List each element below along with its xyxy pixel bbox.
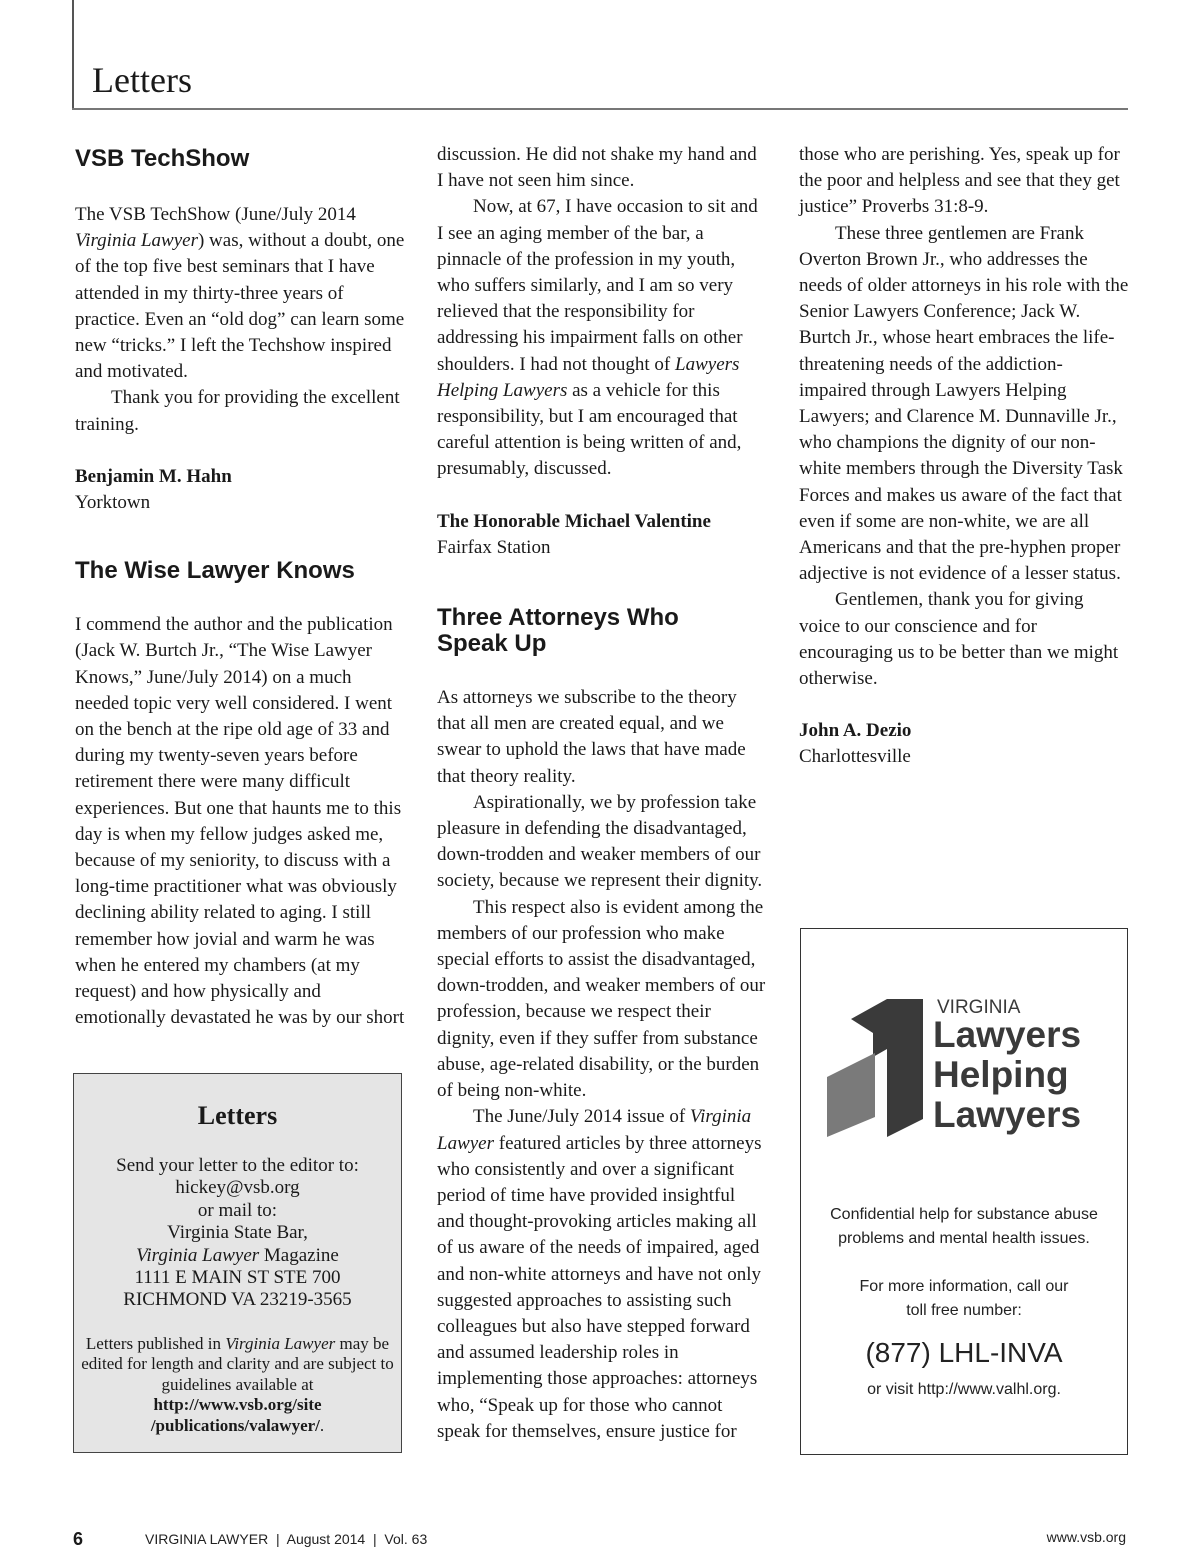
lhl-logo-lower-block	[827, 1053, 875, 1137]
three-attorneys-paragraph-3: This respect also is evident among the members of our profession who make special efforts to assist the disadvantaged, down-trodden, and weaker members of our profession, because we respect their dignity, even if they suffer from substance abuse, age-related disability, or the burden of being non-white.	[437, 896, 766, 1102]
letters-box-note: Letters published in Virginia Lawyer may be edited for length and clarity and are subject to guidelines available at http://www.vsb.org/site /publications/valawyer/.	[81, 1333, 394, 1435]
wise-lawyer-signer: The Honorable Michael Valentine	[437, 510, 711, 532]
techshow-paragraph-2: Thank you for providing the excellent training.	[75, 387, 400, 435]
letters-box-or-mail: or mail to:	[197, 1199, 278, 1221]
header-vertical-rule	[72, 0, 74, 110]
letters-info-box	[73, 1073, 402, 1453]
three-attorneys-paragraph-5: These three gentlemen are Frank Overton Brown Jr., who addresses the needs of older attorneys in his role with the Senior Lawyers Conference; Jack W. Burtch Jr., whose heart embraces the life-threatening needs of the addiction-impaired through Lawyers Helping Lawyers; and Clarence M. Dunnaville Jr., who champions the dignity of our non-white members through the Diversity Task Forces and makes us aware of the fact that even if some are non-white, we are all Americans and that the pre-hyphen proper adjective is not evidence of a lesser status.	[799, 222, 1129, 585]
svg-text:VIRGINIA: VIRGINIA	[937, 997, 1021, 1018]
techshow-paragraph-1: The VSB TechShow (June/July 2014 Virginia Lawyer) was, without a doubt, one of the top five best seminars that I have attended in my thirty-three years of practice. Even an “old dog” can learn some new “tricks.” I left the Techshow inspired and motivated.	[75, 204, 405, 383]
svg-text:Helping: Helping	[933, 1054, 1069, 1095]
wise-lawyer-location: Fairfax Station	[437, 536, 551, 558]
wise-lawyer-heading: The Wise Lawyer Knows	[75, 557, 355, 585]
lhl-phone-number[interactable]: (877) LHL-INVA	[865, 1337, 1063, 1368]
footer-url[interactable]: www.vsb.org	[1046, 1529, 1126, 1545]
header-horizontal-rule	[72, 108, 1128, 110]
letters-box-street: 1111 E MAIN ST STE 700	[134, 1267, 341, 1289]
publication-info: VIRGINIA LAWYER | August 2014 | Vol. 63	[145, 1531, 428, 1547]
svg-text:Lawyers: Lawyers	[933, 1094, 1082, 1135]
letters-box-send: Send your letter to the editor to:	[116, 1155, 359, 1176]
letters-box-address	[74, 1155, 401, 1312]
letters-box-magazine: Virginia Lawyer Magazine	[136, 1244, 339, 1266]
lhl-logo	[827, 997, 1107, 1137]
svg-text:Lawyers: Lawyers	[933, 1014, 1082, 1055]
three-attorneys-paragraph-4: The June/July 2014 issue of Virginia Lawyer featured articles by three attorneys who consistently and over a significant period of time have provided insightful and thought-provoking articles making all of us aware of the needs of impaired, aged and non-white attorneys and have not only suggested approaches to assisting such colleagues but also have stepped forward and assumed leadership roles in implementing those approaches: attorneys who, “Speak up for those who cannot speak for themselves, ensure justice for	[437, 1106, 762, 1442]
three-attorneys-signer: John A. Dezio	[799, 720, 912, 742]
three-attorneys-paragraph-6: Gentlemen, thank you for giving voice to our conscience and for encouraging us to be better than we might otherwise.	[799, 589, 1119, 690]
wise-lawyer-paragraph-1-continued: discussion. He did not shake my hand and I have not seen him since.	[437, 144, 757, 192]
three-attorneys-paragraph-1: As attorneys we subscribe to the theory that all men are created equal, and we swear to uphold the laws that have made that theory reality.	[437, 687, 746, 787]
techshow-heading: VSB TechShow	[75, 145, 250, 172]
lhl-more-info-text: For more information, call our toll free number:	[859, 1278, 1069, 1319]
three-attorneys-location: Charlottesville	[799, 746, 911, 768]
lhl-advertisement	[800, 928, 1128, 1455]
three-attorneys-paragraph-4-continued: those who are perishing. Yes, speak up for the poor and helpless and see that they get justice” Proverbs 31:8-9.	[799, 144, 1120, 218]
section-title: Letters	[92, 60, 192, 100]
letters-box-title: Letters	[197, 1101, 278, 1130]
lhl-website[interactable]: or visit http://www.valhl.org.	[867, 1381, 1061, 1398]
page-number: 6	[73, 1529, 84, 1549]
letters-box-org: Virginia State Bar,	[167, 1222, 308, 1244]
letters-box-email[interactable]: hickey@vsb.org	[175, 1177, 300, 1199]
techshow-location: Yorktown	[75, 492, 151, 514]
letters-box-city: RICHMOND VA 23219-3565	[123, 1289, 352, 1311]
column-2	[437, 142, 767, 1445]
letters-guidelines-link[interactable]: http://www.vsb.org/site /publications/valawyer/	[150, 1395, 322, 1435]
wise-lawyer-paragraph-2: Now, at 67, I have occasion to sit and I see an aging member of the bar, a pinnacle of the profession in my youth, who suffers similarly, and I am so very relieved that the responsibility for addressing his impairment falls on other shoulders. I had not thought of Lawyers Helping Lawyers as a vehicle for this responsibility, but I am encouraged that careful attention is being written of and, presumably, discussed.	[437, 196, 758, 480]
techshow-signer: Benjamin M. Hahn	[75, 465, 232, 487]
three-attorneys-paragraph-2: Aspirationally, we by profession take pleasure in defending the disadvantaged, down-trodden and weaker members of our society, because we represent their dignity.	[437, 791, 763, 892]
lhl-confidential-text: Confidential help for substance abuse problems and mental health issues.	[830, 1206, 1098, 1247]
three-attorneys-heading: Three Attorneys Who Speak Up	[437, 604, 679, 658]
column-3	[799, 142, 1129, 771]
wise-lawyer-paragraph-1: I commend the author and the publication (Jack W. Burtch Jr., “The Wise Lawyer Knows,” June/July 2014) on a much needed topic very well considered. I went on the bench at the ripe old age of 33 and during my twenty-seven years before retirement there were many difficult experiences. But one that haunts me to this day is when my fellow judges asked me, because of my seniority, to discuss with a long-time practitioner what was obviously declining ability related to aging. I still remember how jovial and warm he was when he entered my chambers (at my request) and how physically and emotionally devastated he was by our short	[75, 614, 405, 1029]
column-1	[75, 142, 407, 1031]
